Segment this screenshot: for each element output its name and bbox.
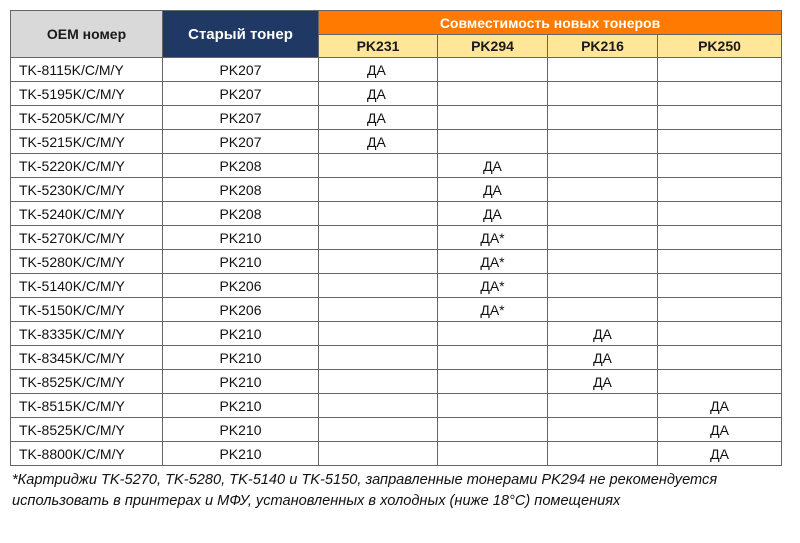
compat-cell-pk231	[319, 346, 438, 370]
old-toner-column-header: Старый тонер	[163, 11, 319, 58]
compat-cell-pk250	[658, 250, 782, 274]
compat-cell-pk216	[548, 178, 658, 202]
table-row	[11, 370, 782, 394]
oem-number-cell: TK-5240K/C/M/Y	[11, 202, 163, 226]
oem-number-cell: TK-8345K/C/M/Y	[11, 346, 163, 370]
oem-number-cell: TK-5195K/C/M/Y	[11, 82, 163, 106]
old-toner-cell: PK206	[163, 298, 319, 322]
oem-number-cell: TK-8115K/C/M/Y	[11, 58, 163, 82]
old-toner-cell: PK210	[163, 322, 319, 346]
compatibility-group-header: Совместимость новых тонеров	[319, 11, 782, 35]
compat-cell-pk294: ДА	[438, 178, 548, 202]
compat-cell-pk231	[319, 322, 438, 346]
table-row	[11, 58, 782, 82]
compat-cell-pk231	[319, 394, 438, 418]
table-row	[11, 130, 782, 154]
oem-number-cell: TK-5140K/C/M/Y	[11, 274, 163, 298]
compat-cell-pk250	[658, 130, 782, 154]
compat-cell-pk231: ДА	[319, 82, 438, 106]
oem-number-cell: TK-5220K/C/M/Y	[11, 154, 163, 178]
compatibility-table-container	[10, 10, 781, 466]
compat-cell-pk231	[319, 442, 438, 466]
table-row	[11, 418, 782, 442]
compat-cell-pk216	[548, 154, 658, 178]
compat-cell-pk250	[658, 178, 782, 202]
compat-cell-pk294: ДА	[438, 202, 548, 226]
compat-cell-pk216	[548, 106, 658, 130]
old-toner-cell: PK207	[163, 82, 319, 106]
compat-cell-pk216	[548, 394, 658, 418]
compat-cell-pk250	[658, 202, 782, 226]
compat-cell-pk294	[438, 370, 548, 394]
table-row	[11, 154, 782, 178]
compat-cell-pk250	[658, 58, 782, 82]
table-row	[11, 178, 782, 202]
oem-number-cell: TK-5280K/C/M/Y	[11, 250, 163, 274]
table-row	[11, 394, 782, 418]
old-toner-cell: PK207	[163, 130, 319, 154]
table-row	[11, 346, 782, 370]
toner-column-header-pk231: PK231	[319, 35, 438, 58]
old-toner-cell: PK208	[163, 178, 319, 202]
toner-column-header-pk250: PK250	[658, 35, 782, 58]
compat-cell-pk216: ДА	[548, 322, 658, 346]
oem-number-cell: TK-5205K/C/M/Y	[11, 106, 163, 130]
old-toner-cell: PK210	[163, 226, 319, 250]
compat-cell-pk231	[319, 298, 438, 322]
compat-cell-pk294: ДА	[438, 154, 548, 178]
compat-cell-pk250: ДА	[658, 418, 782, 442]
oem-number-cell: TK-5150K/C/M/Y	[11, 298, 163, 322]
compat-cell-pk294: ДА*	[438, 274, 548, 298]
compat-cell-pk250	[658, 370, 782, 394]
footnote: *Картриджи TK-5270, TK-5280, TK-5140 и TK-5150, заправленные тонерами PK294 не рекомендуется использовать в принтерах и МФУ, установленных в холодных (ниже 18°С) помещениях	[12, 472, 718, 509]
compat-cell-pk294	[438, 442, 548, 466]
compat-cell-pk216	[548, 130, 658, 154]
compat-cell-pk231: ДА	[319, 130, 438, 154]
compat-cell-pk216: ДА	[548, 370, 658, 394]
compat-cell-pk231	[319, 178, 438, 202]
compat-cell-pk216	[548, 58, 658, 82]
table-row	[11, 298, 782, 322]
compat-cell-pk250	[658, 226, 782, 250]
compat-cell-pk250: ДА	[658, 394, 782, 418]
table-row	[11, 226, 782, 250]
compat-cell-pk216: ДА	[548, 346, 658, 370]
old-toner-cell: PK208	[163, 202, 319, 226]
oem-number-cell: TK-8525K/C/M/Y	[11, 418, 163, 442]
table-row	[11, 82, 782, 106]
old-toner-cell: PK210	[163, 370, 319, 394]
compat-cell-pk231: ДА	[319, 58, 438, 82]
old-toner-cell: PK210	[163, 394, 319, 418]
oem-number-cell: TK-8515K/C/M/Y	[11, 394, 163, 418]
oem-number-cell: TK-5270K/C/M/Y	[11, 226, 163, 250]
compat-cell-pk216	[548, 298, 658, 322]
compat-cell-pk294	[438, 58, 548, 82]
compat-cell-pk250	[658, 346, 782, 370]
compat-cell-pk216	[548, 226, 658, 250]
compat-cell-pk216	[548, 82, 658, 106]
compat-cell-pk216	[548, 274, 658, 298]
old-toner-cell: PK210	[163, 442, 319, 466]
table-row	[11, 274, 782, 298]
old-toner-cell: PK210	[163, 250, 319, 274]
toner-column-header-pk216: PK216	[548, 35, 658, 58]
compat-cell-pk216	[548, 418, 658, 442]
compat-cell-pk250	[658, 154, 782, 178]
old-toner-cell: PK207	[163, 106, 319, 130]
compat-cell-pk250	[658, 82, 782, 106]
compat-cell-pk216	[548, 250, 658, 274]
compat-cell-pk216	[548, 202, 658, 226]
compat-cell-pk231	[319, 202, 438, 226]
old-toner-cell: PK207	[163, 58, 319, 82]
oem-column-header: OEM номер	[11, 11, 163, 58]
compat-cell-pk231	[319, 250, 438, 274]
compat-cell-pk294	[438, 82, 548, 106]
compat-cell-pk250	[658, 322, 782, 346]
compat-cell-pk231	[319, 226, 438, 250]
compat-cell-pk294: ДА*	[438, 226, 548, 250]
compat-cell-pk250	[658, 106, 782, 130]
table-row	[11, 250, 782, 274]
old-toner-cell: PK206	[163, 274, 319, 298]
oem-number-cell: TK-5230K/C/M/Y	[11, 178, 163, 202]
compat-cell-pk250	[658, 274, 782, 298]
compat-cell-pk294: ДА*	[438, 250, 548, 274]
compat-cell-pk216	[548, 442, 658, 466]
compat-cell-pk294	[438, 394, 548, 418]
oem-number-cell: TK-8335K/C/M/Y	[11, 322, 163, 346]
compat-cell-pk294	[438, 418, 548, 442]
compat-cell-pk231	[319, 274, 438, 298]
compat-cell-pk231	[319, 154, 438, 178]
compat-cell-pk231	[319, 418, 438, 442]
table-row	[11, 202, 782, 226]
table-row	[11, 106, 782, 130]
compat-cell-pk250	[658, 298, 782, 322]
old-toner-cell: PK208	[163, 154, 319, 178]
toner-column-header-pk294: PK294	[438, 35, 548, 58]
oem-number-cell: TK-8800K/C/M/Y	[11, 442, 163, 466]
compat-cell-pk231: ДА	[319, 106, 438, 130]
oem-number-cell: TK-8525K/C/M/Y	[11, 370, 163, 394]
compat-cell-pk294: ДА*	[438, 298, 548, 322]
compat-cell-pk231	[319, 370, 438, 394]
old-toner-cell: PK210	[163, 418, 319, 442]
compat-cell-pk294	[438, 346, 548, 370]
old-toner-cell: PK210	[163, 346, 319, 370]
oem-number-cell: TK-5215K/C/M/Y	[11, 130, 163, 154]
table-row	[11, 322, 782, 346]
compatibility-table	[10, 10, 782, 466]
compat-cell-pk294	[438, 130, 548, 154]
compat-cell-pk250: ДА	[658, 442, 782, 466]
compat-cell-pk294	[438, 322, 548, 346]
compat-cell-pk294	[438, 106, 548, 130]
table-body	[11, 58, 782, 466]
table-row	[11, 442, 782, 466]
